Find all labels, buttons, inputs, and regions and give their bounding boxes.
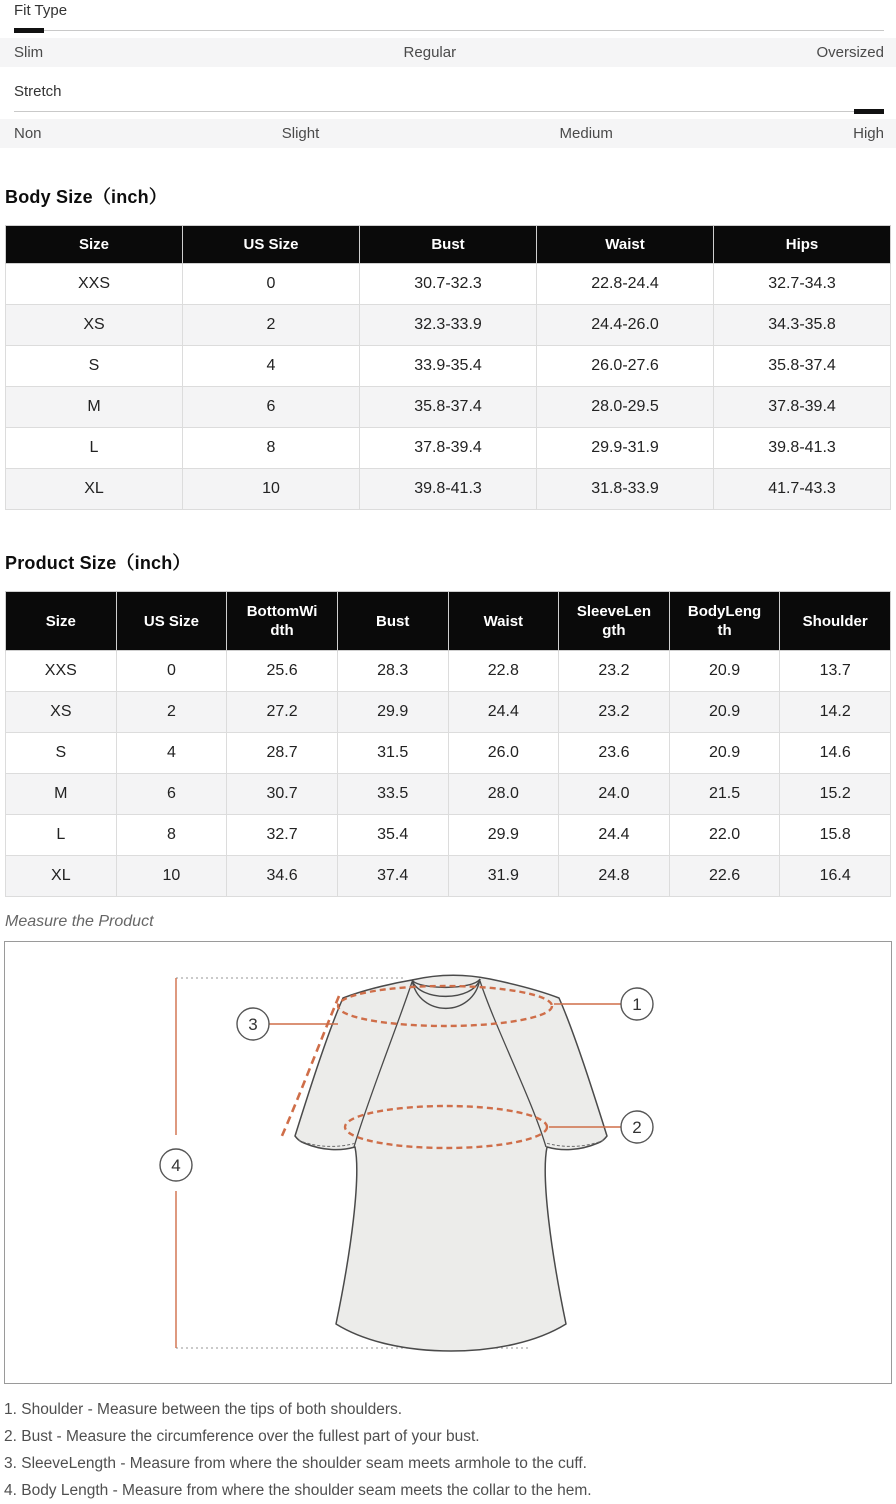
table-cell: 22.0 [669, 815, 780, 856]
table-cell: 29.9-31.9 [537, 428, 714, 469]
column-header: US Size [116, 592, 227, 651]
table-row [6, 264, 891, 305]
note-item: 3. SleeveLength - Measure from where the shoulder seam meets armhole to the cuff. [4, 1455, 587, 1472]
table-cell: 33.9-35.4 [360, 346, 537, 387]
table-cell: 34.6 [227, 856, 338, 897]
table-cell: 24.4 [448, 692, 559, 733]
fit-option-strip [0, 38, 896, 67]
table-cell: 28.3 [337, 651, 448, 692]
table-cell: 16.4 [780, 856, 891, 897]
table-cell: 10 [116, 856, 227, 897]
column-header: BottomWidth [227, 592, 338, 651]
table-cell: 13.7 [780, 651, 891, 692]
note-item: 1. Shoulder - Measure between the tips of both shoulders. [4, 1401, 403, 1418]
table-cell: 23.6 [559, 733, 670, 774]
column-header: BodyLength [669, 592, 780, 651]
product-size-title: Product Size（inch） [5, 553, 191, 573]
fit-option-label: Oversized [816, 44, 884, 61]
fit-section [0, 0, 896, 148]
column-header: US Size [183, 226, 360, 264]
fit-block-fit-type [0, 0, 896, 67]
table-cell: 32.7-34.3 [714, 264, 891, 305]
table-row [6, 651, 891, 692]
fit-option-label: Slim [14, 44, 44, 61]
table-cell: XS [6, 305, 183, 346]
table-cell: 31.9 [448, 856, 559, 897]
fit-option-strip [0, 119, 896, 148]
table-cell: 22.8-24.4 [537, 264, 714, 305]
table-cell: 32.3-33.9 [360, 305, 537, 346]
table-cell: 20.9 [669, 692, 780, 733]
fit-row-label: Fit Type [14, 2, 68, 19]
table-cell: 23.2 [559, 651, 670, 692]
table-cell: 6 [183, 387, 360, 428]
measure-notes [4, 1396, 892, 1504]
table-cell: 24.8 [559, 856, 670, 897]
table-cell: 41.7-43.3 [714, 469, 891, 510]
callout-number-3: 3 [248, 1015, 258, 1034]
table-cell: L [6, 815, 117, 856]
table-cell: XXS [6, 651, 117, 692]
column-header: SleeveLength [559, 592, 670, 651]
body-size-table [5, 225, 891, 510]
fit-slider-indicator [14, 28, 44, 33]
table-cell: 15.8 [780, 815, 891, 856]
table-cell: 25.6 [227, 651, 338, 692]
tshirt-outline [295, 975, 607, 1351]
fit-option-label: Medium [559, 125, 613, 142]
table-cell: XXS [6, 264, 183, 305]
table-cell: 31.5 [337, 733, 448, 774]
column-header: Waist [537, 226, 714, 264]
fit-option-label: Slight [281, 125, 320, 142]
table-cell: 24.4-26.0 [537, 305, 714, 346]
table-cell: M [6, 387, 183, 428]
product-size-table [5, 591, 891, 897]
table-cell: 14.6 [780, 733, 891, 774]
measure-title: Measure the Product [5, 913, 154, 930]
table-cell: 10 [183, 469, 360, 510]
table-cell: 21.5 [669, 774, 780, 815]
fit-row-label: Stretch [14, 83, 62, 100]
table-cell: 20.9 [669, 733, 780, 774]
table-cell: 24.0 [559, 774, 670, 815]
table-cell: 33.5 [337, 774, 448, 815]
table-cell: 2 [116, 692, 227, 733]
table-cell: 4 [116, 733, 227, 774]
column-header: Bust [337, 592, 448, 651]
header-row [6, 226, 891, 264]
table-cell: 4 [183, 346, 360, 387]
table-cell: 8 [116, 815, 227, 856]
fit-option-label: Regular [403, 44, 457, 61]
column-header: Hips [714, 226, 891, 264]
table-cell: 39.8-41.3 [360, 469, 537, 510]
table-cell: 35.4 [337, 815, 448, 856]
table-cell: 0 [116, 651, 227, 692]
table-cell: 26.0-27.6 [537, 346, 714, 387]
table-row [6, 692, 891, 733]
table-cell: 28.7 [227, 733, 338, 774]
fit-slider-track [14, 111, 884, 112]
table-row [6, 387, 891, 428]
table-cell: XL [6, 856, 117, 897]
column-header: Size [6, 592, 117, 651]
table-cell: 28.0-29.5 [537, 387, 714, 428]
callout-number-4: 4 [171, 1156, 181, 1175]
table-row [6, 733, 891, 774]
table-cell: 35.8-37.4 [360, 387, 537, 428]
table-row [6, 774, 891, 815]
table-cell: 29.9 [337, 692, 448, 733]
table-cell: 27.2 [227, 692, 338, 733]
table-cell: 31.8-33.9 [537, 469, 714, 510]
column-header: Waist [448, 592, 559, 651]
table-cell: 6 [116, 774, 227, 815]
table-cell: 0 [183, 264, 360, 305]
table-cell: 37.8-39.4 [360, 428, 537, 469]
table-cell: S [6, 733, 117, 774]
table-cell: 30.7 [227, 774, 338, 815]
table-cell: 14.2 [780, 692, 891, 733]
table-row [6, 305, 891, 346]
table-cell: 28.0 [448, 774, 559, 815]
table-cell: 8 [183, 428, 360, 469]
callout-number-2: 2 [632, 1118, 642, 1137]
table-cell: XS [6, 692, 117, 733]
table-cell: M [6, 774, 117, 815]
tshirt-diagram-svg [5, 942, 891, 1383]
column-header: Shoulder [780, 592, 891, 651]
fit-slider-track [14, 30, 884, 31]
table-cell: XL [6, 469, 183, 510]
table-cell: S [6, 346, 183, 387]
table-cell: 22.6 [669, 856, 780, 897]
fit-slider-indicator [854, 109, 884, 114]
table-row [6, 428, 891, 469]
column-header: Bust [360, 226, 537, 264]
fit-block-stretch [0, 81, 896, 148]
column-header: Size [6, 226, 183, 264]
note-item: 4. Body Length - Measure from where the shoulder seam meets the collar to the hem. [4, 1482, 592, 1499]
table-cell: 37.4 [337, 856, 448, 897]
table-cell: 34.3-35.8 [714, 305, 891, 346]
table-cell: 37.8-39.4 [714, 387, 891, 428]
table-cell: 39.8-41.3 [714, 428, 891, 469]
table-row [6, 856, 891, 897]
table-cell: 22.8 [448, 651, 559, 692]
table-cell: 29.9 [448, 815, 559, 856]
table-cell: 35.8-37.4 [714, 346, 891, 387]
table-row [6, 469, 891, 510]
table-cell: L [6, 428, 183, 469]
table-cell: 24.4 [559, 815, 670, 856]
table-cell: 15.2 [780, 774, 891, 815]
table-row [6, 815, 891, 856]
table-cell: 26.0 [448, 733, 559, 774]
measure-diagram [4, 941, 892, 1384]
header-row [6, 592, 891, 651]
table-row [6, 346, 891, 387]
note-item: 2. Bust - Measure the circumference over the fullest part of your bust. [4, 1428, 480, 1445]
body-size-title: Body Size（inch） [5, 187, 168, 207]
table-cell: 2 [183, 305, 360, 346]
table-cell: 30.7-32.3 [360, 264, 537, 305]
fit-option-label: Non [14, 125, 42, 142]
table-cell: 20.9 [669, 651, 780, 692]
callout-number-1: 1 [632, 995, 642, 1014]
fit-option-label: High [853, 125, 884, 142]
table-cell: 32.7 [227, 815, 338, 856]
table-cell: 23.2 [559, 692, 670, 733]
